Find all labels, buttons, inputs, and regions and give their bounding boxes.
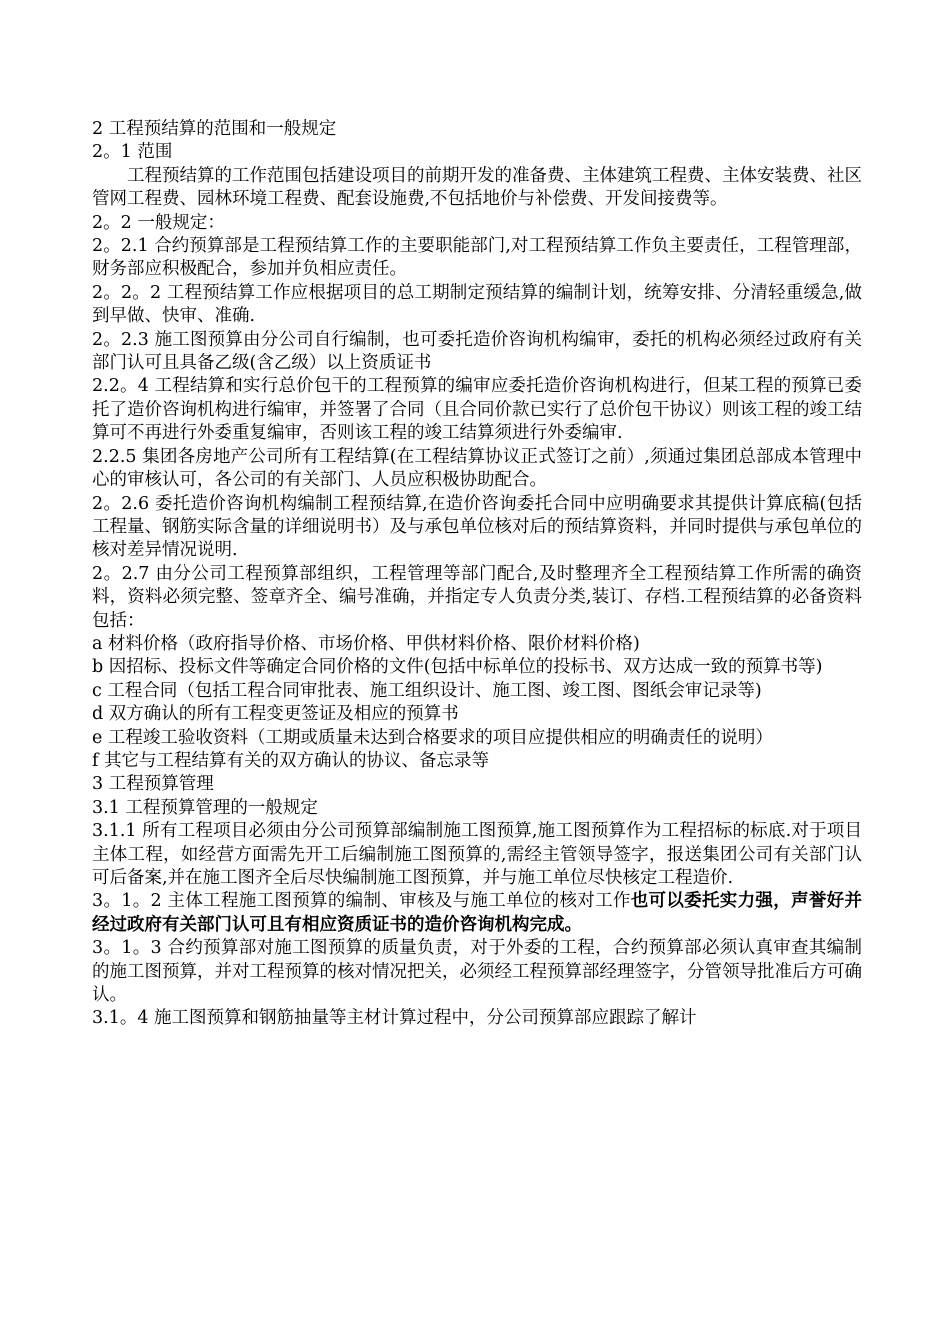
list-item-f: f 其它与工程结算有关的双方确认的协议、备忘录等 [92, 750, 490, 771]
clause-3-1-2 [92, 890, 862, 937]
clause-3-1-3: 3。1。3 合约预算部对施工图预算的质量负责，对于外委的工程，合约预算部必须认真审查其编制的施工图预算，并对工程预算的核对情况把关，必须经工程预算部经理签字，分管领导批准后方可确认。 [92, 938, 862, 1006]
clause-2-2-2: 2。2。2 工程预结算工作应根据项目的总工期制定预结算的编制计划，统筹安排、分清轻重缓急,做到早做、快审、准确. [92, 282, 862, 327]
clause-2-2-4: 2.2。4 工程结算和实行总价包干的工程预算的编审应委托造价咨询机构进行，但某工程的预算已委托了造价咨询机构进行编审，并签署了合同（且合同价款已实行了总价包干协议）则该工程的竣工结算可不再进行外委重复编审，否则该工程的竣工结算须进行外委编审. [92, 376, 862, 444]
heading-2-1: 2。1 范围 [92, 142, 173, 163]
clause-2-2-3: 2。2.3 施工图预算由分公司自行编制，也可委托造价咨询机构编审，委托的机构必须经过政府有关部门认可且具备乙级(含乙级）以上资质证书 [92, 329, 862, 374]
clause-2-2-5: 2.2.5 集团各房地产公司所有工程结算(在工程结算协议正式签订之前）,须通过集团总部成本管理中心的审核认可，各公司的有关部门、人员应积极协助配合。 [92, 446, 862, 491]
list-item-d: d 双方确认的所有工程变更签证及相应的预算书 [92, 704, 459, 725]
clause-2-2-6: 2。2.6 委托造价咨询机构编制工程预结算,在造价咨询委托合同中应明确要求其提供计算底稿(包括工程量、钢筋实际含量的详细说明书）及与承包单位核对后的预结算资料，并同时提供与承包单位的核对差异情况说明. [92, 493, 862, 561]
clause-3-1-1: 3.1.1 所有工程项目必须由分公司预算部编制施工图预算,施工图预算作为工程招标的标底.对于项目主体工程，如经营方面需先开工后编制施工图预算的,需经主管领导签字，报送集团公司有关部门认可后备案,并在施工图齐全后尽快编制施工图预算，并与施工单位尽快核定工程造价. [92, 821, 862, 888]
list-item-b: b 因招标、投标文件等确定合同价格的文件(包括中标单位的投标书、双方达成一致的预算书等) [92, 657, 823, 678]
clause-2-2-7: 2。2.7 由分公司工程预算部组织，工程管理等部门配合,及时整理齐全工程预结算工作所需的确资料，资料必须完整、签章齐全、编号准确，并指定专人负责分类,装订、存档.工程预结算的必备资料包括： [92, 563, 862, 631]
clause-3-1-2-bold-text: 也可以委托实力强，声誉好并经过政府有关部门认可且有相应资质证书的造价咨询机构完成。 [92, 891, 862, 935]
document-page [92, 118, 862, 1031]
heading-section-2: 2 工程预结算的范围和一般规定 [92, 119, 337, 139]
list-item-c: c 工程合同（包括工程合同审批表、施工组织设计、施工图、竣工图、图纸会审记录等) [92, 680, 762, 701]
list-item-e: e 工程竣工验收资料（工期或质量未达到合格要求的项目应提供相应的明确责任的说明） [92, 727, 773, 748]
clause-2-2-1: 2。2.1 合约预算部是工程预结算工作的主要职能部门,对工程预结算工作负主要责任，工程管理部，财务部应积极配合，参加并负相应责任。 [92, 236, 862, 280]
clause-3-1-4: 3.1。4 施工图预算和钢筋抽量等主材计算过程中，分公司预算部应跟踪了解计 [92, 1008, 697, 1029]
paragraph-scope: 工程预结算的工作范围包括建设项目的前期开发的准备费、主体建筑工程费、主体安装费、社区管网工程费、园林环境工程费、配套设施费,不包括地价与补偿费、开发间接费等。 [92, 165, 862, 210]
clause-3-1-2-text: 3。1。2 主体工程施工图预算的编制、审核及与施工单位的核对工作 [92, 891, 631, 912]
list-item-a: a 材料价格（政府指导价格、市场价格、甲供材料价格、限价材料价格) [92, 633, 640, 654]
heading-2-2: 2。2 一般规定： [92, 212, 225, 233]
heading-3-1: 3.1 工程预算管理的一般规定 [92, 797, 318, 818]
heading-section-3: 3 工程预算管理 [92, 774, 214, 795]
